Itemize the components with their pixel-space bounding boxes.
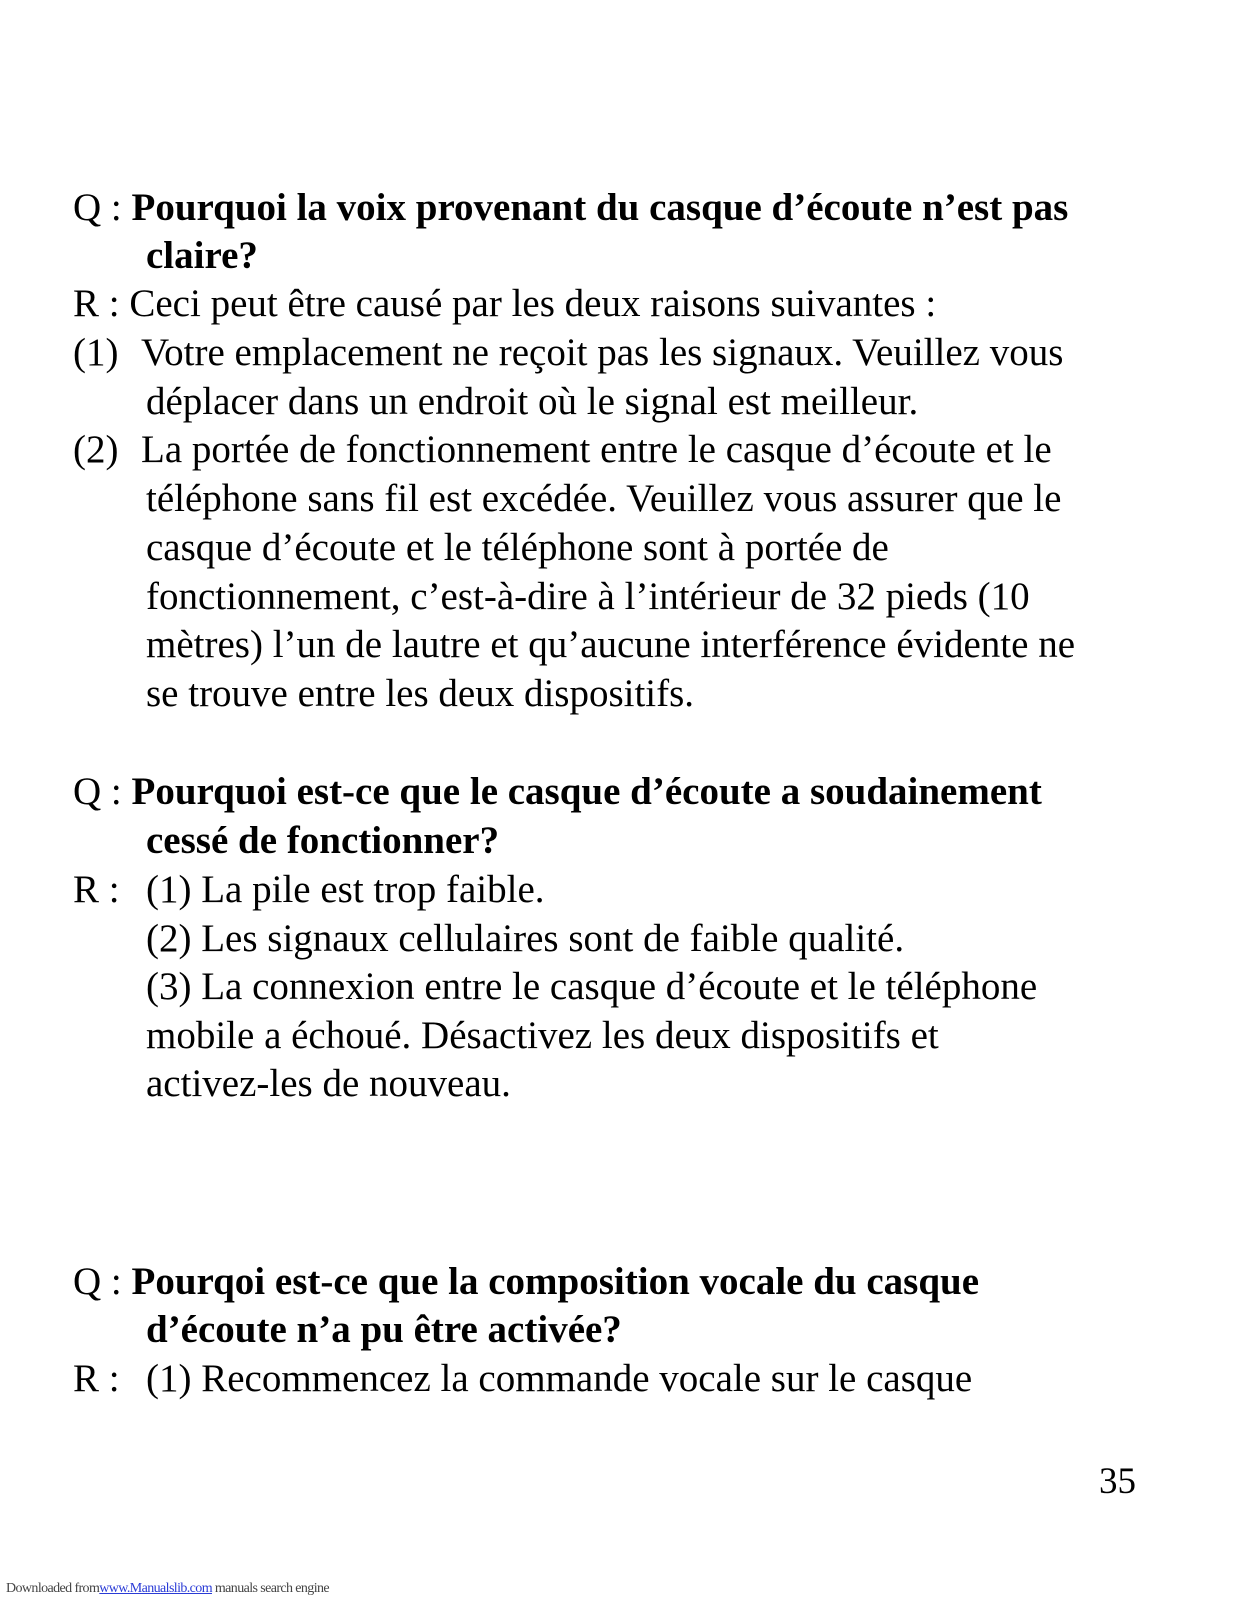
answer-2-line-3: (3) La connexion entre le casque d’écoute et le téléphone <box>146 965 1038 1008</box>
item-number: (1) <box>73 331 119 374</box>
question-text: Pourqoi est-ce que la composition vocale du casque <box>131 1260 980 1303</box>
answer-2-line-2: (2) Les signaux cellulaires sont de faible qualité. <box>146 917 905 960</box>
answer-1-intro <box>73 279 936 328</box>
footer-link[interactable]: www.Manualslib.com <box>99 1581 212 1596</box>
question-prefix: Q : <box>73 770 132 813</box>
question-text: Pourquoi la voix provenant du casque d’écoute n’est pas <box>131 186 1069 229</box>
answer-3-line-1: (1) Recommencez la commande vocale sur le casque <box>146 1357 973 1400</box>
answer-1-item-2-line-1 <box>73 425 1052 474</box>
answer-1-item-2-line-6: se trouve entre les deux dispositifs. <box>146 672 695 715</box>
answer-1-item-2-line-4: fonctionnement, c’est-à-dire à l’intérieur de 32 pieds (10 <box>146 575 1030 618</box>
question-prefix: Q : <box>73 1260 132 1303</box>
question-3-line-1 <box>73 1257 979 1306</box>
item-text: Votre emplacement ne reçoit pas les signaux. Veuillez vous <box>141 331 1064 374</box>
answer-2-line-5: activez-les de nouveau. <box>146 1062 511 1105</box>
footer <box>6 1581 329 1597</box>
page-number: 35 <box>1099 1461 1136 1502</box>
answer-prefix: R : <box>73 282 130 325</box>
answer-2-prefix: R : <box>73 868 120 911</box>
item-number: (2) <box>73 428 119 471</box>
answer-1-item-2-line-2: téléphone sans fil est excédée. Veuillez vous assurer que le <box>146 477 1062 520</box>
question-text: Pourquoi est-ce que le casque d’écoute a soudainement <box>131 770 1042 813</box>
question-1-line-2: claire? <box>146 234 258 277</box>
question-prefix: Q : <box>73 186 132 229</box>
answer-1-item-2-line-3: casque d’écoute et le téléphone sont à portée de <box>146 526 889 569</box>
answer-2-line-4: mobile a échoué. Désactivez les deux dispositifs et <box>146 1014 939 1057</box>
answer-1-item-1-line-2: déplacer dans un endroit où le signal est meilleur. <box>146 380 919 423</box>
question-2-line-2: cessé de fonctionner? <box>146 819 500 862</box>
answer-1-item-1-line-1 <box>73 328 1063 377</box>
question-1-line-1 <box>73 183 1068 232</box>
question-2-line-1 <box>73 767 1042 816</box>
item-text: La portée de fonctionnement entre le casque d’écoute et le <box>141 428 1052 471</box>
footer-suffix: manuals search engine <box>211 1581 330 1596</box>
answer-text: Ceci peut être causé par les deux raisons suivantes : <box>129 282 937 325</box>
answer-1-item-2-line-5: mètres) l’un de lautre et qu’aucune interférence évidente ne <box>146 623 1076 666</box>
footer-prefix: Downloaded from <box>6 1581 100 1596</box>
answer-3-prefix: R : <box>73 1357 120 1400</box>
question-3-line-2: d’écoute n’a pu être activée? <box>146 1308 622 1351</box>
answer-2-line-1: (1) La pile est trop faible. <box>146 868 545 911</box>
